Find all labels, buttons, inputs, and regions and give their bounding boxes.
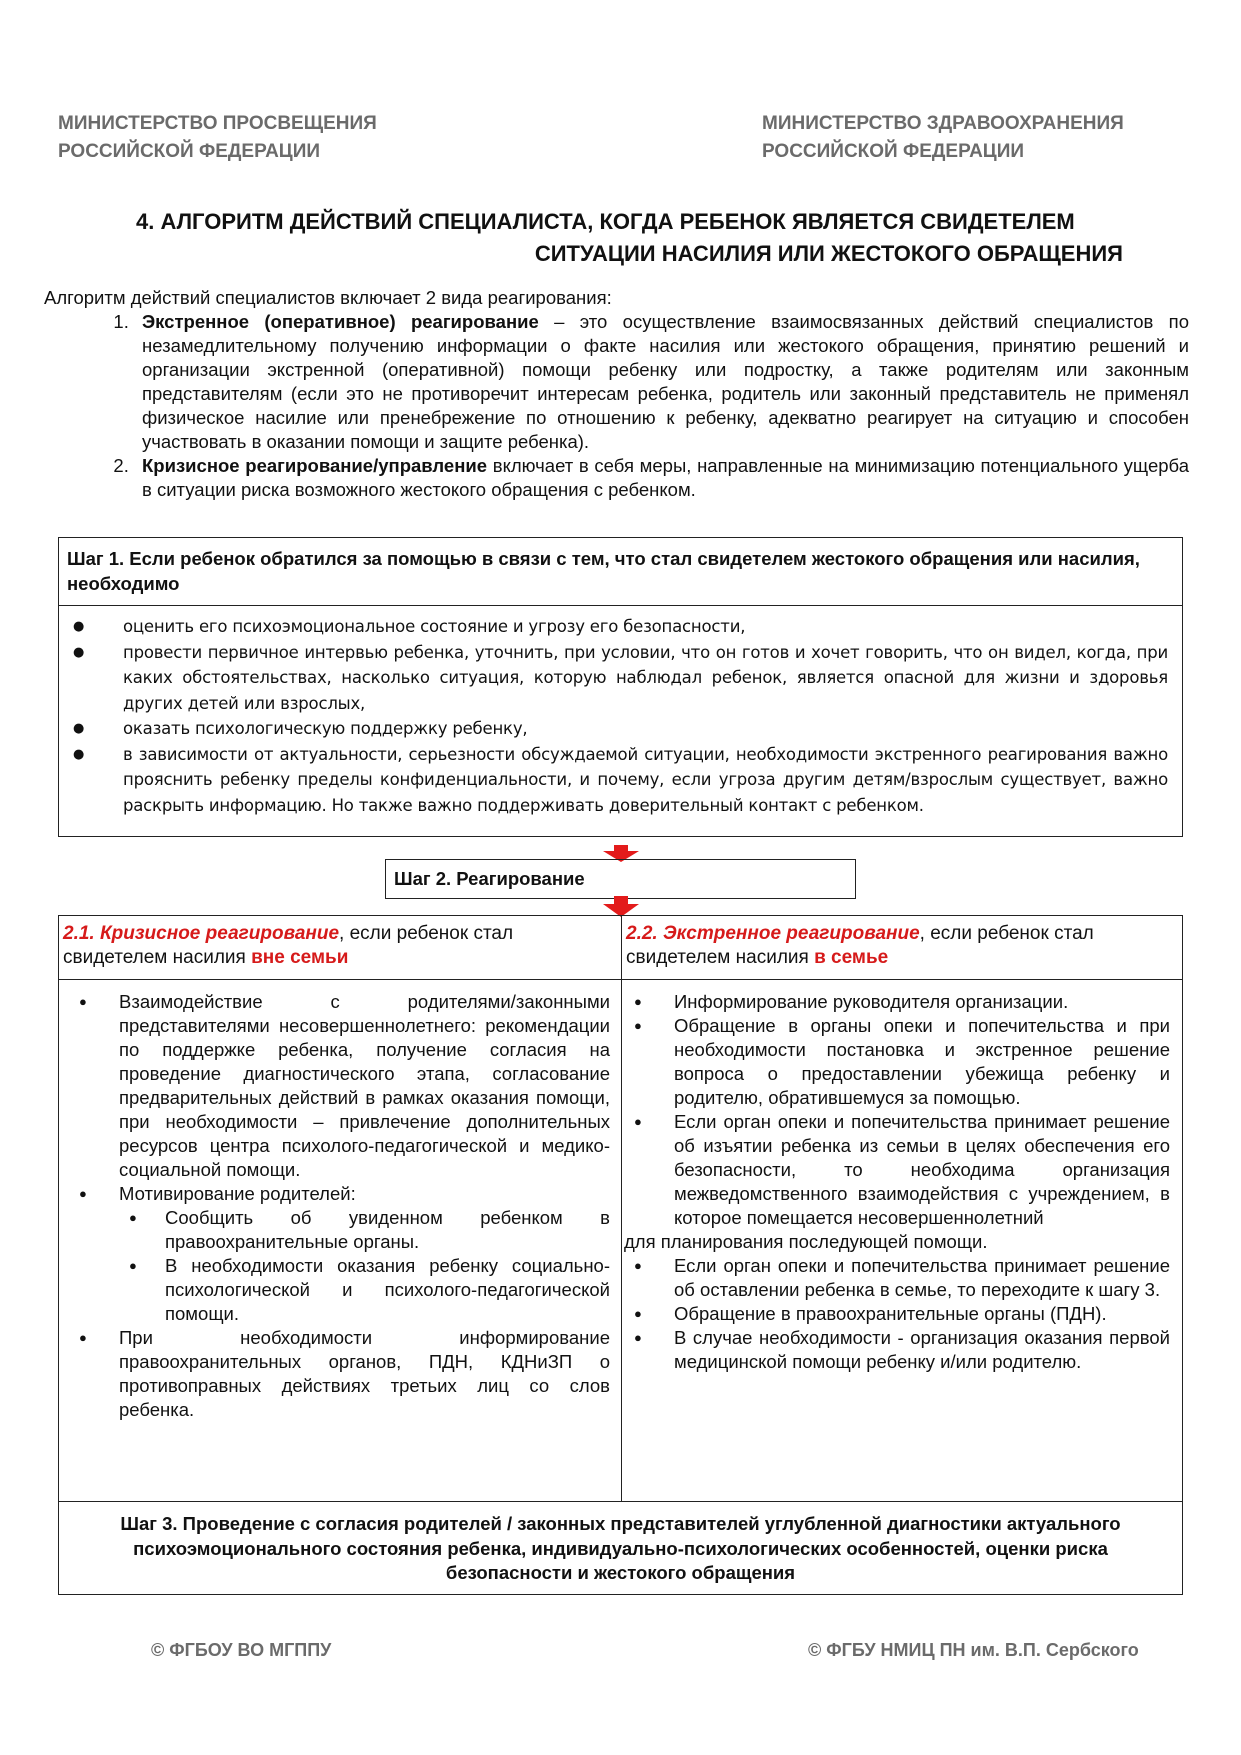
crisis-response-term: Кризисное реагирование/управление [142,455,488,476]
crisis-response-heading [58,915,622,980]
header-right-line1: МИНИСТЕРСТВО ЗДРАВООХРАНЕНИЯ [762,113,1124,134]
list-item: ● Обращение в правоохранительные органы (ПДН). [674,1302,1170,1326]
crisis-response-text: включает в себя меры, направленные на минимизацию потенциального ущерба в ситуации риска возможного жестокого обращения с ребенком. [142,455,1189,500]
list-item: ● провести первичное интервью ребенка, уточнить, при условии, что он готов и хочет говорить, что он видел, когда, при каких обстоятельствах, насколько ситуация, которую наблюдал ребенок, является опасной для жизни и здоровья других детей или взрослых, [123,640,1168,717]
list-item: ● Взаимодействие с родителями/законными представителями несовершеннолетнего: рекомендации по поддержке ребенка, получение согласия на проведение диагностического этапа, согласование предварительных действий в рамках оказания помощи, при необходимости – привлечение дополнительных ресурсов центра психолого-педагогической и медико-социальной помощи. [119,990,610,1182]
emergency-response-title: 2.2. Экстренное реагирование [626,923,920,944]
step1-list [123,614,1168,818]
list-item: ● оказать психологическую поддержку ребенку, [123,716,1168,742]
title-line1: 4. АЛГОРИТМ ДЕЙСТВИЙ СПЕЦИАЛИСТА, КОГДА РЕБЕНОК ЯВЛЯЕТСЯ СВИДЕТЕЛЕМ [136,209,1075,234]
title-line2: СИТУАЦИИ НАСИЛИЯ ИЛИ ЖЕСТОКОГО ОБРАЩЕНИЯ [534,241,1123,266]
response-types-list [44,310,1189,502]
header-left-line1: МИНИСТЕРСТВО ПРОСВЕЩЕНИЯ [58,113,377,134]
emergency-response-steps [621,979,1183,1502]
ministry-health-header [762,110,1124,166]
header-left-line2: РОССИЙСКОЙ ФЕДЕРАЦИИ [58,141,321,162]
crisis-response-title: 2.1. Кризисное реагирование [63,923,340,944]
list-item: ● В необходимости оказания ребенку социально-психологической и психолого-педагогической помощи. [165,1254,610,1326]
list-item: ● В случае необходимости - организация оказания первой медицинской помощи ребенку и/или родителю. [674,1326,1170,1374]
emergency-response-term: Экстренное (оперативное) реагирование [142,311,539,332]
intro-section [44,286,1189,502]
outside-family-label: вне семьи [251,947,349,968]
emergency-response-condition: , если ребенок стал свидетелем насилия [626,923,1094,968]
list-item: ● Сообщить об увиденном ребенком в правоохранительные органы. [165,1206,610,1254]
emergency-response-heading [621,915,1183,980]
header-right-line2: РОССИЙСКОЙ ФЕДЕРАЦИИ [762,141,1025,162]
step2-heading: Шаг 2. Реагирование [385,859,856,899]
list-item [134,310,1189,454]
list-item: ● Информирование руководителя организации. [674,990,1170,1014]
step3-heading: Шаг 3. Проведение с согласия родителей / законных представителей углубленной диагностики актуального психоэмоционального состояния ребенка, индивидуально-психологических особенностей, оценки риска безопасности и жестокого обращения [58,1501,1183,1595]
emergency-steps-list [674,990,1170,1230]
intro-lead: Алгоритм действий специалистов включает 2 вида реагирования: [44,287,612,308]
inside-family-label: в семье [814,947,889,968]
crisis-response-condition: , если ребенок стал свидетелем насилия [63,923,514,968]
list-item: ● Обращение в органы опеки и попечительства и при необходимости постановка и экстренное решение вопроса о предоставлении убежища ребенку и родителю, обратившемуся за помощью. [674,1014,1170,1110]
motivation-sublist [119,1206,610,1326]
step1-heading: Шаг 1. Если ребенок обратился за помощью в связи с тем, что стал свидетелем жестокого обращения или насилия, необходимо [58,537,1183,606]
list-item: ● Если орган опеки и попечительства принимает решение об оставлении ребенка в семье, то переходите к шагу 3. [674,1254,1170,1302]
list-item [134,454,1189,502]
list-item: ● в зависимости от актуальности, серьезности обсуждаемой ситуации, необходимости экстренного реагирования важно прояснить ребенку пределы конфиденциальности, и почему, если угроза другим детям/взрослым существует, важно раскрыть информацию. Но также важно поддерживать доверительный контакт с ребенком. [123,742,1168,819]
step1-body [58,605,1183,837]
list-item [119,1182,610,1326]
page-title [120,206,1123,270]
emergency-steps-list-continued [674,1254,1170,1374]
crisis-response-steps [58,979,622,1502]
emergency-response-text: – это осуществление взаимосвязанных действий специалистов по незамедлительному получению информации о факте насилия или жестокого обращения, принятию решений и организации экстренной (оперативной) помощи ребенку или подростку, а также родителям или законным представителям (если это не противоречит интересам ребенка, родитель или законный представитель не применял физическое насилие или пренебрежение по отношению к ребенку, адекватно реагирует на ситуацию и способен участвовать в оказании помощи и защите ребенка). [142,311,1189,452]
ministry-education-header [58,110,377,166]
list-item: ● Если орган опеки и попечительства принимает решение об изъятии ребенка из семьи в целях обеспечения его безопасности, то необходима организация межведомственного взаимодействия с учреждением, в которое помещается несовершеннолетний [674,1110,1170,1230]
list-item: ● При необходимости информирование правоохранительных органов, ПДН, КДНиЗП о противоправных действиях третьих лиц со слов ребенка. [119,1326,610,1422]
planning-note: для планирования последующей помощи. [624,1231,988,1252]
list-item: ● оценить его психоэмоциональное состояние и угрозу его безопасности, [123,614,1168,640]
footer-right-copyright: © ФГБУ НМИЦ ПН им. В.П. Сербского [808,1640,1139,1660]
crisis-steps-list [119,990,610,1422]
motivation-label: Мотивирование родителей: [119,1183,356,1204]
footer-left-copyright: © ФГБОУ ВО МГППУ [151,1640,332,1660]
